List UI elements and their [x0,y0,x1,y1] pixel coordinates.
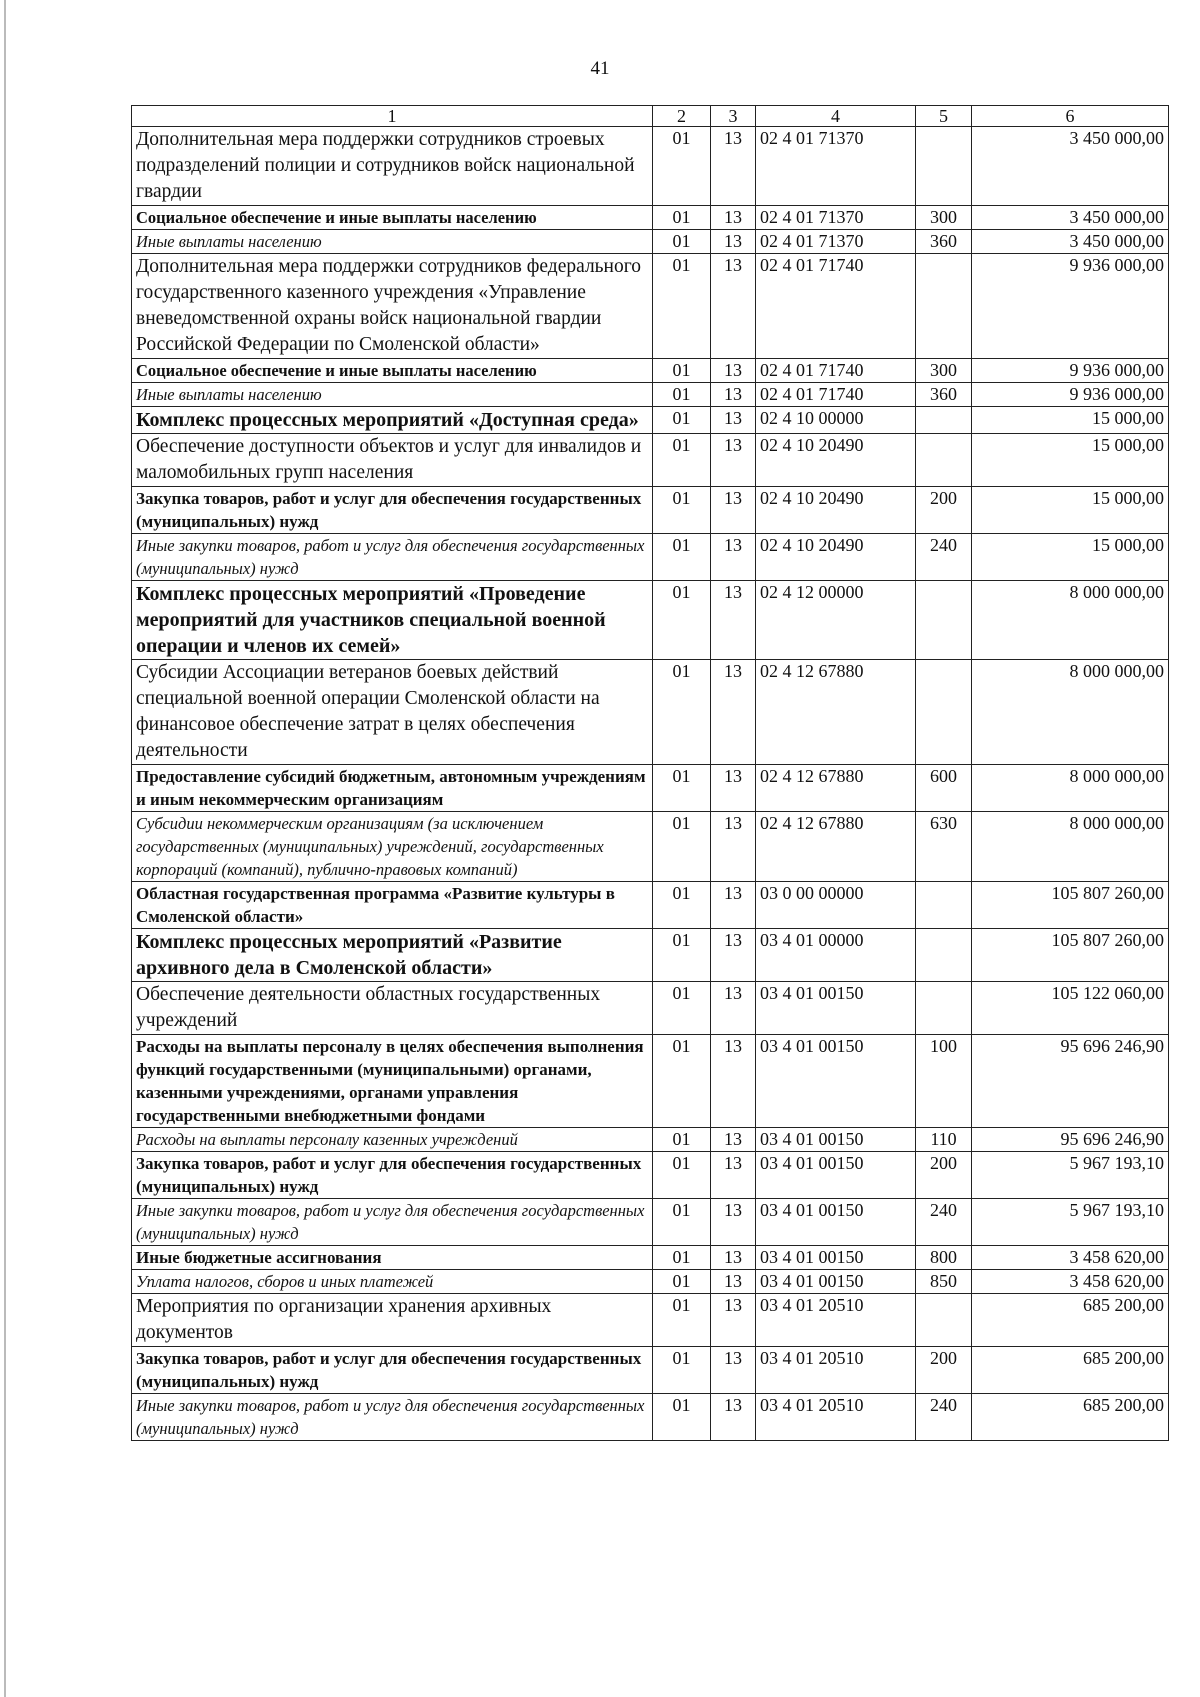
budget-table-body [132,106,1169,1441]
row-type-cell [916,929,972,982]
table-row [132,660,1169,765]
page-number: 41 [590,58,610,79]
row-name-cell: Предоставление субсидий бюджетным, автономным учреждениям и иным некоммерческим организациям [132,765,653,812]
budget-table [131,105,1169,1441]
row-type-cell: 110 [916,1128,972,1152]
row-name-cell: Иные закупки товаров, работ и услуг для обеспечения государственных (муниципальных) нужд [132,1199,653,1246]
row-section-cell: 01 [653,254,711,359]
row-section-cell: 01 [653,1152,711,1199]
row-amount-cell: 685 200,00 [972,1347,1169,1394]
row-type-cell [916,434,972,487]
row-type-cell: 240 [916,1394,972,1441]
row-code-cell: 02 4 01 71370 [756,206,916,230]
row-section-cell: 01 [653,206,711,230]
row-amount-cell: 3 458 620,00 [972,1270,1169,1294]
table-row [132,1394,1169,1441]
row-subsection-cell: 13 [711,1347,756,1394]
row-type-cell: 300 [916,206,972,230]
row-section-cell: 01 [653,359,711,383]
row-subsection-cell: 13 [711,127,756,206]
table-row [132,230,1169,254]
row-amount-cell: 105 807 260,00 [972,929,1169,982]
row-type-cell: 200 [916,487,972,534]
row-subsection-cell: 13 [711,1270,756,1294]
row-amount-cell: 8 000 000,00 [972,812,1169,882]
table-row [132,1035,1169,1128]
table-row [132,1152,1169,1199]
row-type-cell [916,127,972,206]
row-type-cell [916,254,972,359]
table-row [132,383,1169,407]
row-amount-cell: 9 936 000,00 [972,383,1169,407]
row-section-cell: 01 [653,581,711,660]
row-code-cell: 03 4 01 00150 [756,1270,916,1294]
row-type-cell: 300 [916,359,972,383]
row-name-cell: Иные закупки товаров, работ и услуг для обеспечения государственных (муниципальных) нужд [132,1394,653,1441]
row-type-cell [916,660,972,765]
row-code-cell: 02 4 01 71740 [756,383,916,407]
row-subsection-cell: 13 [711,1128,756,1152]
row-type-cell: 600 [916,765,972,812]
row-code-cell: 02 4 10 20490 [756,434,916,487]
row-section-cell: 01 [653,1199,711,1246]
row-type-cell: 850 [916,1270,972,1294]
row-code-cell: 03 4 01 00150 [756,1246,916,1270]
row-section-cell: 01 [653,882,711,929]
row-amount-cell: 15 000,00 [972,534,1169,581]
row-name-cell: Расходы на выплаты персоналу казенных учреждений [132,1128,653,1152]
row-amount-cell: 95 696 246,90 [972,1035,1169,1128]
row-subsection-cell: 13 [711,230,756,254]
row-type-cell [916,581,972,660]
row-amount-cell: 685 200,00 [972,1394,1169,1441]
row-code-cell: 02 4 01 71740 [756,254,916,359]
row-section-cell: 01 [653,383,711,407]
header-cell: 4 [756,106,916,127]
header-cell: 1 [132,106,653,127]
row-subsection-cell: 13 [711,882,756,929]
row-subsection-cell: 13 [711,206,756,230]
row-name-cell: Закупка товаров, работ и услуг для обеспечения государственных (муниципальных) нужд [132,1152,653,1199]
row-subsection-cell: 13 [711,1294,756,1347]
table-row [132,254,1169,359]
table-row [132,812,1169,882]
row-name-cell: Комплекс процессных мероприятий «Проведение мероприятий для участников специальной военной операции и членов их семей» [132,581,653,660]
row-subsection-cell: 13 [711,407,756,434]
row-code-cell: 02 4 12 67880 [756,765,916,812]
row-name-cell: Иные бюджетные ассигнования [132,1246,653,1270]
table-row [132,206,1169,230]
row-subsection-cell: 13 [711,359,756,383]
row-name-cell: Дополнительная мера поддержки сотрудников строевых подразделений полиции и сотрудников войск национальной гвардии [132,127,653,206]
table-row [132,1128,1169,1152]
row-section-cell: 01 [653,1035,711,1128]
row-code-cell: 02 4 10 00000 [756,407,916,434]
row-section-cell: 01 [653,534,711,581]
row-section-cell: 01 [653,1294,711,1347]
row-amount-cell: 8 000 000,00 [972,660,1169,765]
row-section-cell: 01 [653,487,711,534]
table-row [132,487,1169,534]
table-header-row [132,106,1169,127]
row-subsection-cell: 13 [711,581,756,660]
row-amount-cell: 3 450 000,00 [972,206,1169,230]
table-row [132,359,1169,383]
row-code-cell: 02 4 12 67880 [756,812,916,882]
row-name-cell: Обеспечение доступности объектов и услуг для инвалидов и маломобильных групп населения [132,434,653,487]
row-amount-cell: 105 122 060,00 [972,982,1169,1035]
header-cell: 5 [916,106,972,127]
table-row [132,581,1169,660]
table-row [132,929,1169,982]
row-name-cell: Социальное обеспечение и иные выплаты населению [132,359,653,383]
row-amount-cell: 9 936 000,00 [972,359,1169,383]
table-row [132,882,1169,929]
row-amount-cell: 3 450 000,00 [972,127,1169,206]
row-code-cell: 03 4 01 00150 [756,982,916,1035]
row-type-cell: 240 [916,534,972,581]
row-code-cell: 02 4 10 20490 [756,534,916,581]
row-subsection-cell: 13 [711,383,756,407]
row-type-cell: 630 [916,812,972,882]
row-section-cell: 01 [653,660,711,765]
table-row [132,534,1169,581]
row-type-cell: 200 [916,1347,972,1394]
row-type-cell: 360 [916,383,972,407]
table-row [132,1347,1169,1394]
row-amount-cell: 685 200,00 [972,1294,1169,1347]
row-code-cell: 03 4 01 00150 [756,1199,916,1246]
row-code-cell: 03 4 01 00150 [756,1035,916,1128]
table-row [132,1270,1169,1294]
row-code-cell: 03 4 01 00150 [756,1152,916,1199]
row-name-cell: Комплекс процессных мероприятий «Доступная среда» [132,407,653,434]
row-section-cell: 01 [653,127,711,206]
row-name-cell: Субсидии некоммерческим организациям (за исключением государственных (муниципальных) учреждений, государственных корпораций (компаний), публично-правовых компаний) [132,812,653,882]
row-amount-cell: 105 807 260,00 [972,882,1169,929]
table-row [132,434,1169,487]
row-code-cell: 03 4 01 20510 [756,1394,916,1441]
row-section-cell: 01 [653,765,711,812]
row-subsection-cell: 13 [711,1199,756,1246]
row-amount-cell: 9 936 000,00 [972,254,1169,359]
row-section-cell: 01 [653,1270,711,1294]
row-name-cell: Обеспечение деятельности областных государственных учреждений [132,982,653,1035]
table-row [132,765,1169,812]
row-section-cell: 01 [653,982,711,1035]
row-name-cell: Социальное обеспечение и иные выплаты населению [132,206,653,230]
row-code-cell: 02 4 10 20490 [756,487,916,534]
table-row [132,1246,1169,1270]
row-name-cell: Закупка товаров, работ и услуг для обеспечения государственных (муниципальных) нужд [132,1347,653,1394]
row-code-cell: 03 4 01 00150 [756,1128,916,1152]
row-name-cell: Комплекс процессных мероприятий «Развитие архивного дела в Смоленской области» [132,929,653,982]
row-code-cell: 02 4 01 71740 [756,359,916,383]
row-type-cell [916,1294,972,1347]
row-subsection-cell: 13 [711,1035,756,1128]
row-name-cell: Мероприятия по организации хранения архивных документов [132,1294,653,1347]
row-subsection-cell: 13 [711,982,756,1035]
table-row [132,982,1169,1035]
row-section-cell: 01 [653,1246,711,1270]
row-subsection-cell: 13 [711,1394,756,1441]
row-name-cell: Иные выплаты населению [132,230,653,254]
row-type-cell: 100 [916,1035,972,1128]
row-type-cell: 240 [916,1199,972,1246]
table-row [132,407,1169,434]
row-section-cell: 01 [653,407,711,434]
row-subsection-cell: 13 [711,534,756,581]
row-subsection-cell: 13 [711,434,756,487]
row-subsection-cell: 13 [711,254,756,359]
row-section-cell: 01 [653,434,711,487]
row-amount-cell: 15 000,00 [972,407,1169,434]
row-type-cell [916,407,972,434]
row-code-cell: 02 4 12 67880 [756,660,916,765]
row-subsection-cell: 13 [711,929,756,982]
row-amount-cell: 3 458 620,00 [972,1246,1169,1270]
row-code-cell: 03 4 01 20510 [756,1294,916,1347]
row-code-cell: 02 4 12 00000 [756,581,916,660]
row-amount-cell: 5 967 193,10 [972,1152,1169,1199]
row-section-cell: 01 [653,1128,711,1152]
row-section-cell: 01 [653,1394,711,1441]
row-name-cell: Иные закупки товаров, работ и услуг для обеспечения государственных (муниципальных) нужд [132,534,653,581]
row-amount-cell: 15 000,00 [972,434,1169,487]
table-row [132,1199,1169,1246]
row-name-cell: Дополнительная мера поддержки сотрудников федерального государственного казенного учреждения «Управление вневедомственной охраны войск национальной гвардии Российской Федерации по Смоленской области» [132,254,653,359]
row-subsection-cell: 13 [711,1152,756,1199]
row-amount-cell: 15 000,00 [972,487,1169,534]
table-row [132,127,1169,206]
row-type-cell: 800 [916,1246,972,1270]
row-type-cell: 360 [916,230,972,254]
row-section-cell: 01 [653,1347,711,1394]
row-code-cell: 03 0 00 00000 [756,882,916,929]
row-name-cell: Закупка товаров, работ и услуг для обеспечения государственных (муниципальных) нужд [132,487,653,534]
row-subsection-cell: 13 [711,765,756,812]
row-code-cell: 02 4 01 71370 [756,127,916,206]
row-name-cell: Уплата налогов, сборов и иных платежей [132,1270,653,1294]
row-type-cell: 200 [916,1152,972,1199]
page-edge-mark [4,0,6,1697]
row-amount-cell: 8 000 000,00 [972,581,1169,660]
header-cell: 2 [653,106,711,127]
row-subsection-cell: 13 [711,660,756,765]
row-amount-cell: 95 696 246,90 [972,1128,1169,1152]
table-row [132,1294,1169,1347]
row-amount-cell: 8 000 000,00 [972,765,1169,812]
row-subsection-cell: 13 [711,1246,756,1270]
row-type-cell [916,882,972,929]
header-cell: 3 [711,106,756,127]
row-name-cell: Областная государственная программа «Развитие культуры в Смоленской области» [132,882,653,929]
row-section-cell: 01 [653,812,711,882]
row-name-cell: Иные выплаты населению [132,383,653,407]
row-subsection-cell: 13 [711,487,756,534]
row-code-cell: 03 4 01 20510 [756,1347,916,1394]
row-amount-cell: 5 967 193,10 [972,1199,1169,1246]
row-subsection-cell: 13 [711,812,756,882]
row-name-cell: Расходы на выплаты персоналу в целях обеспечения выполнения функций государственными (муниципальными) органами, казенными учреждениями, органами управления государственными внебюджетными фондами [132,1035,653,1128]
header-cell: 6 [972,106,1169,127]
row-name-cell: Субсидии Ассоциации ветеранов боевых действий специальной военной операции Смоленской области на финансовое обеспечение затрат в целях обеспечения деятельности [132,660,653,765]
row-section-cell: 01 [653,929,711,982]
row-type-cell [916,982,972,1035]
row-section-cell: 01 [653,230,711,254]
row-amount-cell: 3 450 000,00 [972,230,1169,254]
row-code-cell: 02 4 01 71370 [756,230,916,254]
row-code-cell: 03 4 01 00000 [756,929,916,982]
